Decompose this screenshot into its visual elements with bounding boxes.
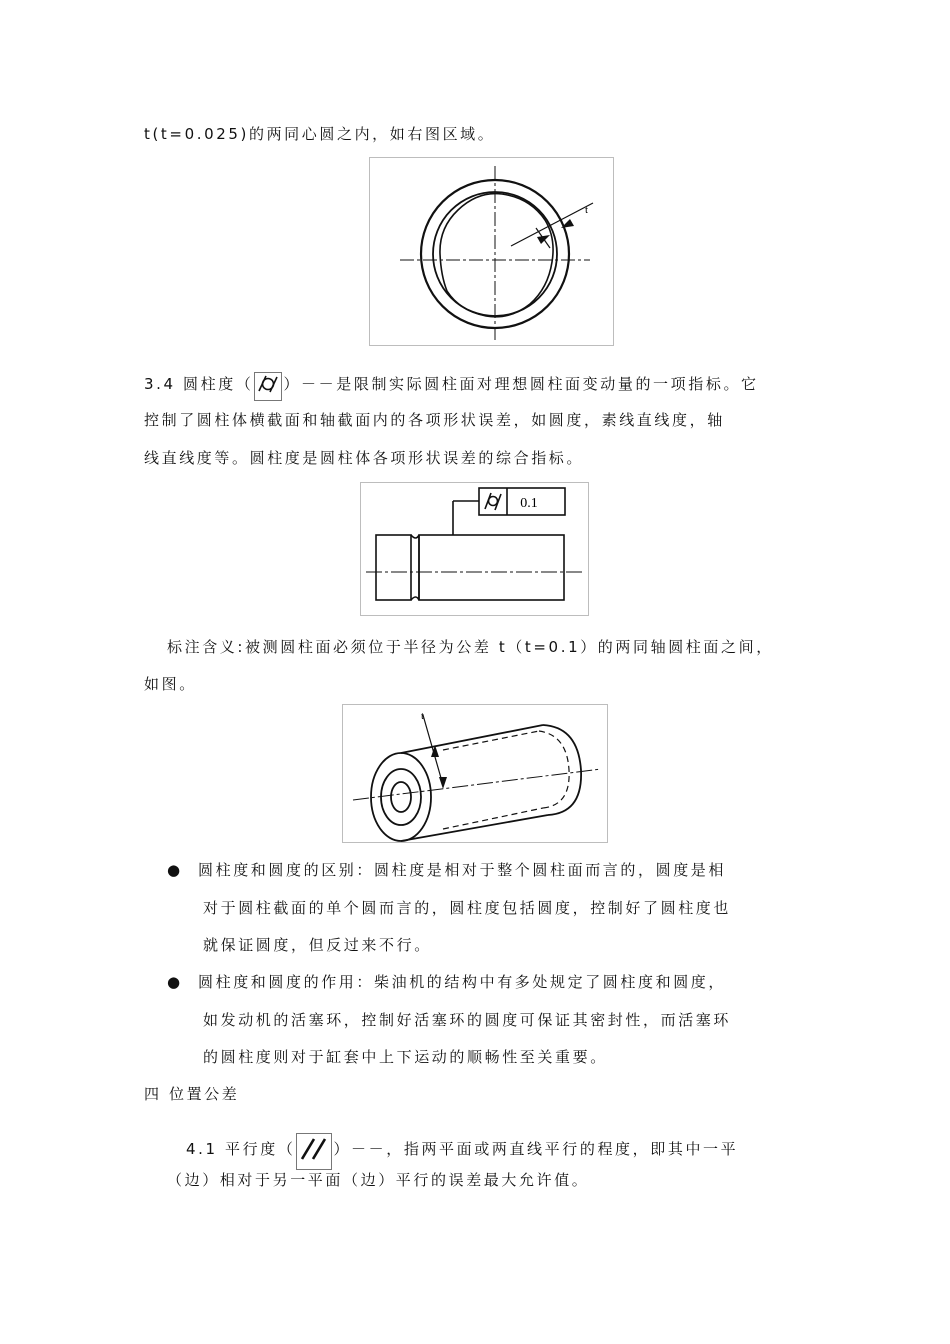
section-3-4-text: ）－－是限制实际圆柱面对理想圆柱面变动量的一项指标。它 [283,375,759,393]
bullet-1-line-2: 对于圆柱截面的单个圆而言的，圆柱度包括圆度，控制好了圆柱度也 [203,899,732,917]
bullet-2-line-1: 圆柱度和圆度的作用：柴油机的结构中有多处规定了圆柱度和圆度， [198,973,727,991]
parallelism-symbol-icon [296,1133,332,1170]
cylindricity-symbol-icon [254,372,282,401]
roundness-tolerance-figure [369,157,614,346]
text-line-6: 如图。 [144,675,197,693]
text-line-5: 标注含义:被测圆柱面必须位于半径为公差 t（t=0.1）的两同轴圆柱面之间， [167,638,774,656]
bullet-marker-2: ● [167,973,181,991]
bullet-2-line-2: 如发动机的活塞环，控制好活塞环的圆度可保证其密封性，而活塞环 [203,1011,732,1029]
section-4-1-line-2: （边）相对于另一平面（边）平行的误差最大允许值。 [167,1171,590,1189]
text-line-4: 线直线度等。圆柱度是圆柱体各项形状误差的综合指标。 [144,449,585,467]
bullet-marker-1: ● [167,861,181,879]
text-line-2 [144,372,759,401]
section-4-1-lead: 4.1 平行度（ [186,1140,296,1158]
bullet-1-line-3: 就保证圆度，但反过来不行。 [203,936,432,954]
section-heading-4: 四 位置公差 [144,1085,240,1103]
text-line-1: t(t=0.025)的两同心圆之内，如右图区域。 [144,125,496,143]
fig3-label: t [421,710,425,722]
section-3-4-lead: 3.4 圆柱度（ [144,375,254,393]
tolerance-value: 0.1 [520,496,538,511]
text-line-3: 控制了圆柱体横截面和轴截面内的各项形状误差，如圆度，素线直线度，轴 [144,411,725,429]
bullet-2-line-3: 的圆柱度则对于缸套中上下运动的顺畅性至关重要。 [203,1048,608,1066]
cylindricity-zone-figure [342,704,608,843]
section-4-1-text: ）－－，指两平面或两直线平行的程度，即其中一平 [333,1140,739,1158]
fig1-label: t [585,204,589,216]
cylindricity-annotation-figure [360,482,589,616]
section-4-1-line-1 [186,1133,738,1170]
bullet-1-line-1: 圆柱度和圆度的区别：圆柱度是相对于整个圆柱面而言的，圆度是相 [198,861,727,879]
